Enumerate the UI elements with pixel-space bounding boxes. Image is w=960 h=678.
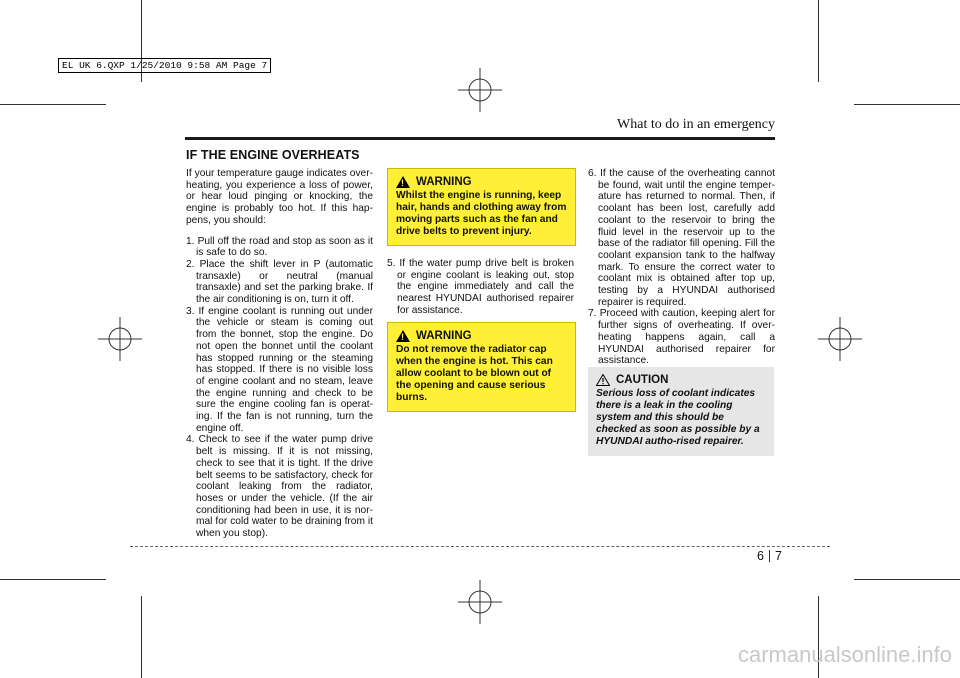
caution-box: [588, 367, 774, 456]
crop-mark: [854, 104, 960, 105]
steps-list: [387, 258, 574, 317]
intro-paragraph: If your temperature gauge indicates over-heating, you experience a loss of power, or hear loud pinging or knocking, the engine is probably too hot. If this hap-pens, you should:: [186, 168, 373, 226]
warning-title: WARNING: [416, 330, 472, 342]
warning-triangle-icon: [396, 330, 410, 342]
crop-mark: [0, 104, 106, 105]
header-title: What to do in an emergency: [617, 117, 775, 132]
warning-header: [396, 176, 568, 188]
list-item: 4. Check to see if the water pump drive belt is missing. If it is not missing, check to see that it is tight. If the drive belt seems to be satisfactory, check for coolant leaking from the radiator, hoses or under the vehicle. (If the air conditioning had been in use, it is nor-mal for cold water to be draining from it when you stop).: [186, 434, 373, 540]
warning-box-2: [387, 322, 576, 412]
caution-header: [596, 374, 766, 386]
crop-mark: [0, 579, 106, 580]
list-item: 1. Pull off the road and stop as soon as it is safe to do so.: [186, 235, 373, 259]
column-1: [186, 168, 373, 540]
header-rule: [185, 137, 775, 140]
warning-triangle-icon: [396, 176, 410, 188]
registration-mark-left-icon: [92, 311, 148, 367]
caution-triangle-icon: [596, 374, 610, 386]
page-chapter: 6: [757, 549, 764, 563]
crop-mark: [818, 0, 819, 82]
print-slug: EL UK 6.QXP 1/25/2010 9:58 AM Page 7: [58, 58, 271, 73]
list-item: 3. If engine coolant is running out under the vehicle or steam is coming out from the bonnet, stop the engine. Do not open the bonnet until the coolant has stopped running or the steaming has stopped. If there is no visible loss of engine coolant and no steam, leave the engine running and check to be sure the engine cooling fan is operat-ing. If the fan is not running, turn the engine off.: [186, 305, 373, 434]
list-item: 7. Proceed with caution, keeping alert for further signs of overheating. If over-heating happens again, call a HYUNDAI authorised repairer for assistance.: [588, 308, 775, 367]
registration-mark-right-icon: [812, 311, 868, 367]
list-item: 2. Place the shift lever in P (automatic transaxle) or neutral (manual transaxle) and set the parking brake. If the air conditioning is on, turn it off.: [186, 258, 373, 306]
page-number: 7: [775, 549, 782, 563]
warning-title: WARNING: [416, 176, 472, 188]
caution-text: Serious loss of coolant indicates there is a leak in the cooling system and this should be checked as soon as possible by a HYUNDAI autho-rised repairer.: [596, 388, 760, 447]
warning-header: [396, 330, 568, 342]
steps-list: [588, 168, 775, 367]
footer-dashed-rule: [130, 546, 830, 547]
crop-mark: [854, 579, 960, 580]
section-title: IF THE ENGINE OVERHEATS: [186, 148, 360, 162]
column-3: [588, 168, 775, 367]
warning-text: Do not remove the radiator cap when the engine is hot. This can allow coolant to be blown out of the opening and cause serious burns.: [396, 344, 553, 403]
registration-mark-bottom-icon: [452, 574, 508, 630]
page-number-separator: [769, 550, 770, 562]
list-item: 5. If the water pump drive belt is broken or engine coolant is leaking out, stop the engine immediately and call the nearest HYUNDAI authorised repairer for assistance.: [387, 258, 574, 316]
registration-mark-top-icon: [452, 62, 508, 118]
column-2: [387, 258, 574, 317]
warning-box-1: [387, 168, 576, 246]
watermark: carmanualsonline.info: [737, 642, 952, 667]
crop-mark: [141, 596, 142, 678]
list-item: 6. If the cause of the overheating cannot be found, wait until the engine temper-ature has returned to normal. Then, if coolant has been lost, carefully add coolant to the reservoir to bring the fluid level in the reservoir up to the base of the radiator fill opening. Fill the coolant expansion tank to the halfway mark. To ensure the correct water to coolant mix is obtained after top up, testing by a HYUNDAI authorised repairer is required.: [588, 168, 775, 308]
steps-list: [186, 236, 373, 540]
warning-text: Whilst the engine is running, keep hair, hands and clothing away from moving parts such as the fan and drive belts to prevent injury.: [396, 190, 567, 237]
caution-title: CAUTION: [616, 374, 669, 386]
